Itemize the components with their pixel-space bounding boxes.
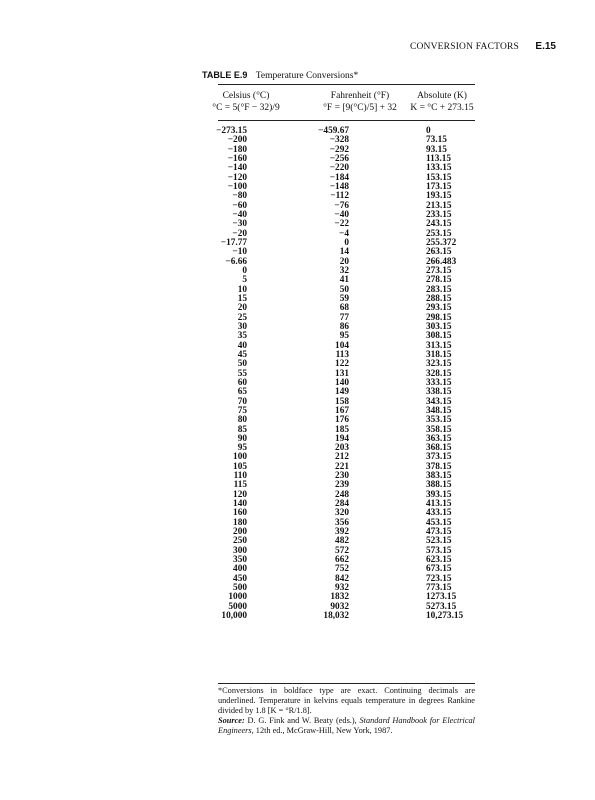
fahrenheit-cell: 203 [335, 443, 349, 454]
fahrenheit-cell: 392 [335, 527, 349, 538]
fahrenheit-cell: −148 [329, 181, 349, 192]
fahrenheit-cell: −256 [329, 153, 349, 164]
celsius-cell: 80 [237, 415, 247, 426]
celsius-cell: 120 [233, 489, 247, 500]
fahrenheit-cell: 113 [335, 349, 349, 360]
table-row [0, 164, 595, 173]
kelvin-cell: 298.15 [426, 312, 452, 323]
kelvin-cell: 288.15 [426, 293, 452, 304]
fahrenheit-cell: 59 [339, 293, 349, 304]
kelvin-cell: 0 [426, 126, 431, 136]
kelvin-cell: 723.15 [426, 573, 452, 584]
table-row [0, 239, 595, 248]
celsius-cell: 110 [233, 471, 247, 482]
table-row [0, 444, 595, 453]
conversion-table-body [0, 127, 595, 621]
kelvin-cell: 253.15 [426, 228, 452, 239]
celsius-cell: −120 [227, 172, 247, 183]
celsius-cell: 200 [233, 527, 247, 538]
kelvin-cell: 153.15 [426, 172, 452, 183]
table-row [0, 426, 595, 435]
kelvin-cell: 243.15 [426, 219, 452, 230]
celsius-cell: −17.77 [220, 237, 247, 248]
table-row [0, 575, 595, 584]
table-row [0, 351, 595, 360]
table-row [0, 435, 595, 444]
celsius-cell: 75 [237, 405, 247, 416]
fahrenheit-cell: 95 [339, 331, 349, 342]
fahrenheit-cell: 320 [335, 508, 349, 519]
absolute-header: Absolute (K) [417, 91, 467, 101]
table-footnote [218, 686, 475, 736]
table-row [0, 593, 595, 602]
fahrenheit-cell: 212 [335, 452, 349, 463]
fahrenheit-cell: 86 [339, 321, 349, 332]
kelvin-cell: 133.15 [426, 163, 452, 174]
kelvin-cell: 368.15 [426, 443, 452, 454]
fahrenheit-cell: −328 [329, 135, 349, 146]
table-row [0, 174, 595, 183]
kelvin-cell: 283.15 [426, 284, 452, 295]
table-row [0, 519, 595, 528]
celsius-cell: 20 [237, 303, 247, 314]
celsius-cell: 40 [237, 340, 247, 351]
kelvin-cell: 278.15 [426, 275, 452, 286]
kelvin-cell: 273.15 [426, 265, 452, 276]
celsius-header: Celsius (°C) [222, 91, 270, 101]
table-row [0, 155, 595, 164]
kelvin-cell: 193.15 [426, 191, 452, 202]
kelvin-cell: 623.15 [426, 555, 452, 566]
kelvin-cell: 263.15 [426, 247, 452, 258]
fahrenheit-cell: 18,032 [323, 611, 349, 622]
table-row [0, 248, 595, 257]
celsius-cell: 25 [237, 312, 247, 323]
fahrenheit-cell: 68 [339, 303, 349, 314]
fahrenheit-cell: −292 [329, 144, 349, 155]
kelvin-cell: 93.15 [426, 144, 447, 155]
fahrenheit-cell: 230 [335, 471, 349, 482]
bottom-rule [218, 683, 475, 684]
kelvin-cell: 433.15 [426, 508, 452, 519]
table-row [0, 565, 595, 574]
celsius-cell: −160 [227, 153, 247, 164]
table-caption [202, 70, 358, 81]
header-rule [218, 120, 475, 121]
kelvin-cell: 353.15 [426, 415, 452, 426]
fahrenheit-cell: 77 [339, 312, 349, 323]
kelvin-cell: 1273.15 [426, 592, 457, 603]
fahrenheit-cell: 482 [335, 536, 349, 547]
source-label: Source: [218, 716, 245, 725]
table-row [0, 547, 595, 556]
fahrenheit-cell: 221 [335, 461, 349, 472]
kelvin-cell: 413.15 [426, 499, 452, 510]
fahrenheit-formula: °F = [9(°C)/5] + 32 [323, 103, 397, 113]
fahrenheit-cell: 149 [335, 387, 349, 398]
celsius-cell: 30 [237, 321, 247, 332]
celsius-cell: 180 [233, 517, 247, 528]
kelvin-cell: 388.15 [426, 480, 452, 491]
table-row [0, 202, 595, 211]
table-row [0, 286, 595, 295]
fahrenheit-cell: 122 [335, 359, 349, 370]
page-number: E.15 [535, 41, 556, 52]
celsius-cell: −140 [227, 163, 247, 174]
celsius-cell: 15 [237, 293, 247, 304]
kelvin-cell: 393.15 [426, 489, 452, 500]
celsius-cell: 10 [237, 284, 247, 295]
table-row [0, 612, 595, 621]
kelvin-cell: 113.15 [426, 153, 452, 164]
fahrenheit-cell: 752 [335, 564, 349, 575]
kelvin-cell: 73.15 [426, 135, 447, 146]
source-book: Standard Handbook for Electrical Engineers, [218, 716, 475, 735]
table-row [0, 183, 595, 192]
celsius-cell: 60 [237, 377, 247, 388]
celsius-cell: 105 [233, 461, 247, 472]
celsius-cell: 400 [233, 564, 247, 575]
kelvin-cell: 773.15 [426, 583, 452, 594]
fahrenheit-cell: 842 [335, 573, 349, 584]
kelvin-cell: 303.15 [426, 321, 452, 332]
fahrenheit-cell: 932 [335, 583, 349, 594]
fahrenheit-cell: 50 [339, 284, 349, 295]
celsius-cell: 90 [237, 433, 247, 444]
table-row [0, 127, 595, 136]
kelvin-cell: 10,273.15 [426, 611, 464, 622]
celsius-cell: 5000 [228, 601, 247, 612]
table-row [0, 491, 595, 500]
fahrenheit-cell: −459.67 [318, 126, 349, 136]
table-row [0, 192, 595, 201]
fahrenheit-cell: 158 [335, 396, 349, 407]
fahrenheit-cell: 572 [335, 545, 349, 556]
table-row [0, 537, 595, 546]
celsius-cell: −6.66 [225, 256, 247, 267]
table-row [0, 342, 595, 351]
table-row [0, 379, 595, 388]
kelvin-cell: 308.15 [426, 331, 452, 342]
celsius-cell: −30 [232, 219, 247, 230]
fahrenheit-cell: 20 [339, 256, 349, 267]
fahrenheit-cell: 185 [335, 424, 349, 435]
fahrenheit-cell: 662 [335, 555, 349, 566]
kelvin-cell: 338.15 [426, 387, 452, 398]
celsius-cell: 500 [233, 583, 247, 594]
table-row [0, 304, 595, 313]
celsius-cell: −100 [227, 181, 247, 192]
fahrenheit-cell: 239 [335, 480, 349, 491]
fahrenheit-cell: 194 [335, 433, 349, 444]
table-title: Temperature Conversions* [255, 71, 359, 81]
fahrenheit-header: Fahrenheit (°F) [330, 91, 390, 101]
fahrenheit-cell: −112 [330, 191, 349, 202]
fahrenheit-cell: −4 [339, 228, 349, 239]
celsius-cell: 140 [233, 499, 247, 510]
table-row [0, 295, 595, 304]
celsius-cell: 50 [237, 359, 247, 370]
table-row [0, 220, 595, 229]
celsius-cell: 35 [237, 331, 247, 342]
fahrenheit-cell: 0 [344, 237, 349, 248]
celsius-cell: 70 [237, 396, 247, 407]
celsius-cell: −180 [227, 144, 247, 155]
kelvin-cell: 266.483 [426, 256, 457, 267]
table-row [0, 314, 595, 323]
celsius-cell: −20 [232, 228, 247, 239]
table-label: TABLE E.9 [202, 70, 248, 80]
table-row [0, 332, 595, 341]
celsius-cell: 100 [233, 452, 247, 463]
table-row [0, 136, 595, 145]
table-row [0, 370, 595, 379]
celsius-cell: −40 [232, 209, 247, 220]
fahrenheit-cell: 14 [339, 247, 349, 258]
table-row [0, 258, 595, 267]
kelvin-cell: 358.15 [426, 424, 452, 435]
source-authors: D. G. Fink and W. Beaty (eds.), [247, 716, 357, 725]
table-row [0, 388, 595, 397]
fahrenheit-cell: 248 [335, 489, 349, 500]
kelvin-cell: 523.15 [426, 536, 452, 547]
fahrenheit-cell: −22 [334, 219, 349, 230]
table-row [0, 472, 595, 481]
celsius-cell: −273.15 [216, 126, 247, 136]
table-row [0, 584, 595, 593]
footnote-text: *Conversions in boldface type are exact. Continuing decimals are underlined. Temperature in kelvins equals temperature in degrees Rankine divided by 1.8 [K = °R/1.8]. [218, 686, 475, 715]
celsius-cell: 300 [233, 545, 247, 556]
kelvin-cell: 473.15 [426, 527, 452, 538]
fahrenheit-cell: 167 [335, 405, 349, 416]
table-row [0, 398, 595, 407]
table-row [0, 453, 595, 462]
kelvin-cell: 328.15 [426, 368, 452, 379]
fahrenheit-cell: 284 [335, 499, 349, 510]
table-row [0, 146, 595, 155]
absolute-formula: K = °C + 273.15 [410, 103, 474, 113]
table-row [0, 360, 595, 369]
table-row [0, 556, 595, 565]
kelvin-cell: 573.15 [426, 545, 452, 556]
table-row [0, 509, 595, 518]
kelvin-cell: 673.15 [426, 564, 452, 575]
top-rule [218, 84, 475, 85]
table-row [0, 463, 595, 472]
fahrenheit-cell: 356 [335, 517, 349, 528]
fahrenheit-cell: 131 [335, 368, 349, 379]
table-row [0, 267, 595, 276]
kelvin-cell: 213.15 [426, 200, 452, 211]
celsius-cell: −200 [227, 135, 247, 146]
kelvin-cell: 173.15 [426, 181, 452, 192]
celsius-cell: 115 [233, 480, 247, 491]
kelvin-cell: 313.15 [426, 340, 452, 351]
source-publisher: 12th ed., McGraw-Hill, New York, 1987. [255, 726, 393, 735]
fahrenheit-cell: 176 [335, 415, 349, 426]
celsius-cell: 0 [242, 265, 247, 276]
fahrenheit-cell: 1832 [330, 592, 349, 603]
footnote-source [218, 716, 475, 736]
kelvin-cell: 378.15 [426, 461, 452, 472]
kelvin-cell: 323.15 [426, 359, 452, 370]
kelvin-cell: 233.15 [426, 209, 452, 220]
table-row [0, 528, 595, 537]
celsius-formula: °C = 5(°F − 32)/9 [212, 103, 280, 113]
fahrenheit-cell: −184 [329, 172, 349, 183]
kelvin-cell: 348.15 [426, 405, 452, 416]
fahrenheit-cell: 9032 [330, 601, 349, 612]
table-row [0, 481, 595, 490]
table-row [0, 500, 595, 509]
celsius-cell: 350 [233, 555, 247, 566]
fahrenheit-cell: −40 [334, 209, 349, 220]
table-row [0, 230, 595, 239]
kelvin-cell: 373.15 [426, 452, 452, 463]
celsius-cell: 1000 [228, 592, 247, 603]
kelvin-cell: 453.15 [426, 517, 452, 528]
fahrenheit-cell: 32 [339, 265, 349, 276]
kelvin-cell: 255.372 [426, 237, 457, 248]
table-row [0, 323, 595, 332]
celsius-cell: −80 [232, 191, 247, 202]
table-row [0, 416, 595, 425]
running-head [0, 41, 556, 52]
fahrenheit-cell: 104 [335, 340, 349, 351]
kelvin-cell: 333.15 [426, 377, 452, 388]
kelvin-cell: 318.15 [426, 349, 452, 360]
kelvin-cell: 293.15 [426, 303, 452, 314]
running-head-title: CONVERSION FACTORS [409, 42, 520, 52]
fahrenheit-cell: 41 [339, 275, 349, 286]
kelvin-cell: 343.15 [426, 396, 452, 407]
celsius-cell: 5 [242, 275, 247, 286]
celsius-cell: 55 [237, 368, 247, 379]
celsius-cell: 95 [237, 443, 247, 454]
celsius-cell: 85 [237, 424, 247, 435]
celsius-cell: 65 [237, 387, 247, 398]
table-row [0, 211, 595, 220]
celsius-cell: 250 [233, 536, 247, 547]
fahrenheit-cell: −76 [334, 200, 349, 211]
kelvin-cell: 383.15 [426, 471, 452, 482]
kelvin-cell: 5273.15 [426, 601, 457, 612]
celsius-cell: 450 [233, 573, 247, 584]
celsius-cell: 45 [237, 349, 247, 360]
celsius-cell: 10,000 [221, 611, 247, 622]
fahrenheit-cell: 140 [335, 377, 349, 388]
kelvin-cell: 363.15 [426, 433, 452, 444]
celsius-cell: −10 [232, 247, 247, 258]
table-row [0, 603, 595, 612]
table-row [0, 276, 595, 285]
celsius-cell: −60 [232, 200, 247, 211]
table-row [0, 407, 595, 416]
fahrenheit-cell: −220 [329, 163, 349, 174]
celsius-cell: 160 [233, 508, 247, 519]
